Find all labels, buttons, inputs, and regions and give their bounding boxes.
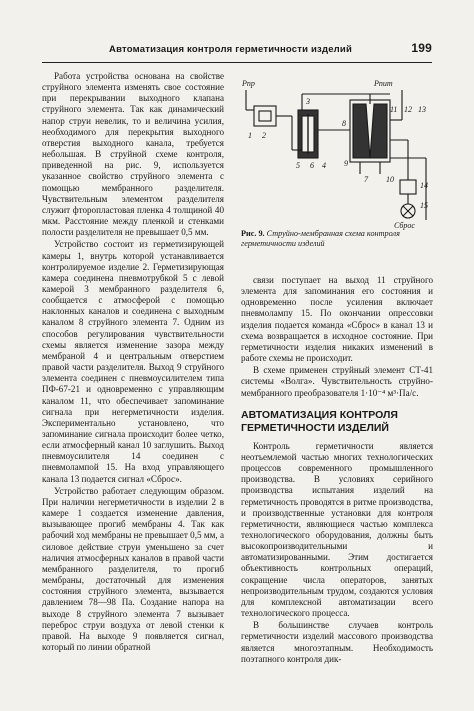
label-p-pr: Pпр [242, 79, 255, 88]
label-6: 6 [310, 161, 314, 170]
right-column [241, 275, 433, 665]
running-header-title: Автоматизация контроля герметичности изделий [109, 44, 352, 55]
figure-caption [241, 229, 433, 249]
paragraph: Контроль герметичности является неотъемлемой частью многих технологических процессов современного промышленного производства. В условиях серийного производства испытания изделий на герметичность проводятся в ритме производства, и производственные установки для контроля герметичности, являющиеся частью комплекса технологического оборудования, должны быть высокопроизводительными и автоматизированными. Этим достигается объективность контрольных операций, сокращение числа операторов, занятых непроизводительным трудом, создаются условия для комплексной автоматизации всего технологического процесса. [241, 440, 433, 619]
label-7: 7 [364, 175, 368, 184]
page-number: 199 [411, 41, 432, 55]
label-sbros: Сброс [394, 221, 415, 230]
label-p-pit: Pпит [374, 79, 393, 88]
label-2: 2 [262, 131, 266, 140]
label-5: 5 [296, 161, 300, 170]
left-column [42, 71, 224, 653]
paragraph: связи поступает на выход 11 струйного элемента для запоминания его состояния и одновременно после усиления включает пневмолампу 15. По окончании опрессовки изделия подается команда «Сброс» в канал 13 и схема возвращается в исходное состояние. При герметичности изделия никаких изменений в работе схемы не происходит. [241, 275, 433, 364]
section-title: АВТОМАТИЗАЦИЯ КОНТРОЛЯ ГЕРМЕТИЧНОСТИ ИЗДЕЛИЙ [241, 408, 398, 434]
label-1: 1 [248, 131, 252, 140]
paragraph: В большинстве случаев контроль герметичности изделий массового производства является многоэтапным. Необходимость поэтапного контроля дик- [241, 620, 433, 664]
hermetic-chamber-1 [254, 106, 276, 126]
caption-text: Струйно-мембранная схема контроля герметичности изделий [241, 229, 400, 248]
label-4: 4 [322, 161, 326, 170]
label-3: 3 [306, 97, 310, 106]
paragraph: Устройство состоит из герметизирующей камеры 1, внутрь которой устанавливается контролируемое изделие 2. Герметизирующая камера соединена пневмотрубкой 5 с левой камерой 3 мембранного разделителя 6, сообщается с атмосферой с помощью наклонных каналов и соединена с выходным каналом 8 струйного элемента 7. Одним из способов регулирования чувствительности схемы является изменение зазора между мембраной 4 и центральным отверстием правой части разделителя. Выход 9 струйного элемента соединен с пневмоусилителем типа ПФ-67-21 и одновременно с управляющим каналом 11, что обеспечивает запоминание сигнала при негерметичности изделия. Экспериментально установлено, что запоминание сигнала происходит более четко, если атмосферный канал 10 заглушить. Выход пневмоусилителя 14 соединен с пневмолампой 15. На вход управляющего канала 13 подается сигнал «Сброс». [42, 239, 224, 484]
label-8: 8 [342, 119, 346, 128]
label-12: 12 [404, 105, 412, 114]
paragraph: В схеме применен струйный элемент СТ-41 системы «Волга». Чувствительность струйно-мембранного преобразователя 1·10⁻⁴ м³·Па/с. [241, 365, 433, 398]
label-11: 11 [390, 105, 398, 114]
label-10: 10 [386, 175, 394, 184]
figure-diagram [240, 70, 434, 250]
caption-number: Рис. 9. [241, 229, 265, 238]
paragraph: Работа устройства основана на свойстве струйного элемента изменять свое состояние при перекрывании выходного клапана струйного элемента. Так как динамический напор струи невелик, то и величина усилия, необходимого для перекрытия выходного отверстия выходного канала, требуется небольшая. В струйной схеме контроля, приведенной на рис. 9, используется указанное свойство струйного элемента с помощью мембранного разделителя. Чувствительным элементом разделителя служит фторопластовая пленка 4 толщиной 40 мкм. Расстояние между пленкой и стенками полости разделителя не превышает 0,5 мм. [42, 71, 224, 238]
paragraph: Устройство работает следующим образом. При наличии негерметичности в изделии 2 в камере 1 создается изменение давления, вызывающее прогиб мембраны 4. Так как рабочий ход мембраны не превышает 0,5 мм, а силовое действие струи уменьшено за счет наличия атмосферных каналов в правой части мембранного разделителя, то прогиб мембраны, достаточный для изменения состояния струйного элемента, вызывается давлением 78—98 Па. Создание напора на выходе 8 струйного элемента 7 вызывает переброс струи воздуха от левой стенки к правой. На выходе 9 появляется сигнал, который по линии обратной [42, 485, 224, 652]
running-header [42, 40, 432, 63]
label-15: 15 [420, 201, 428, 210]
label-14: 14 [420, 181, 428, 190]
label-13: 13 [418, 105, 426, 114]
pneumatic-amplifier [400, 180, 416, 194]
product-2 [259, 111, 271, 121]
label-9: 9 [344, 159, 348, 168]
